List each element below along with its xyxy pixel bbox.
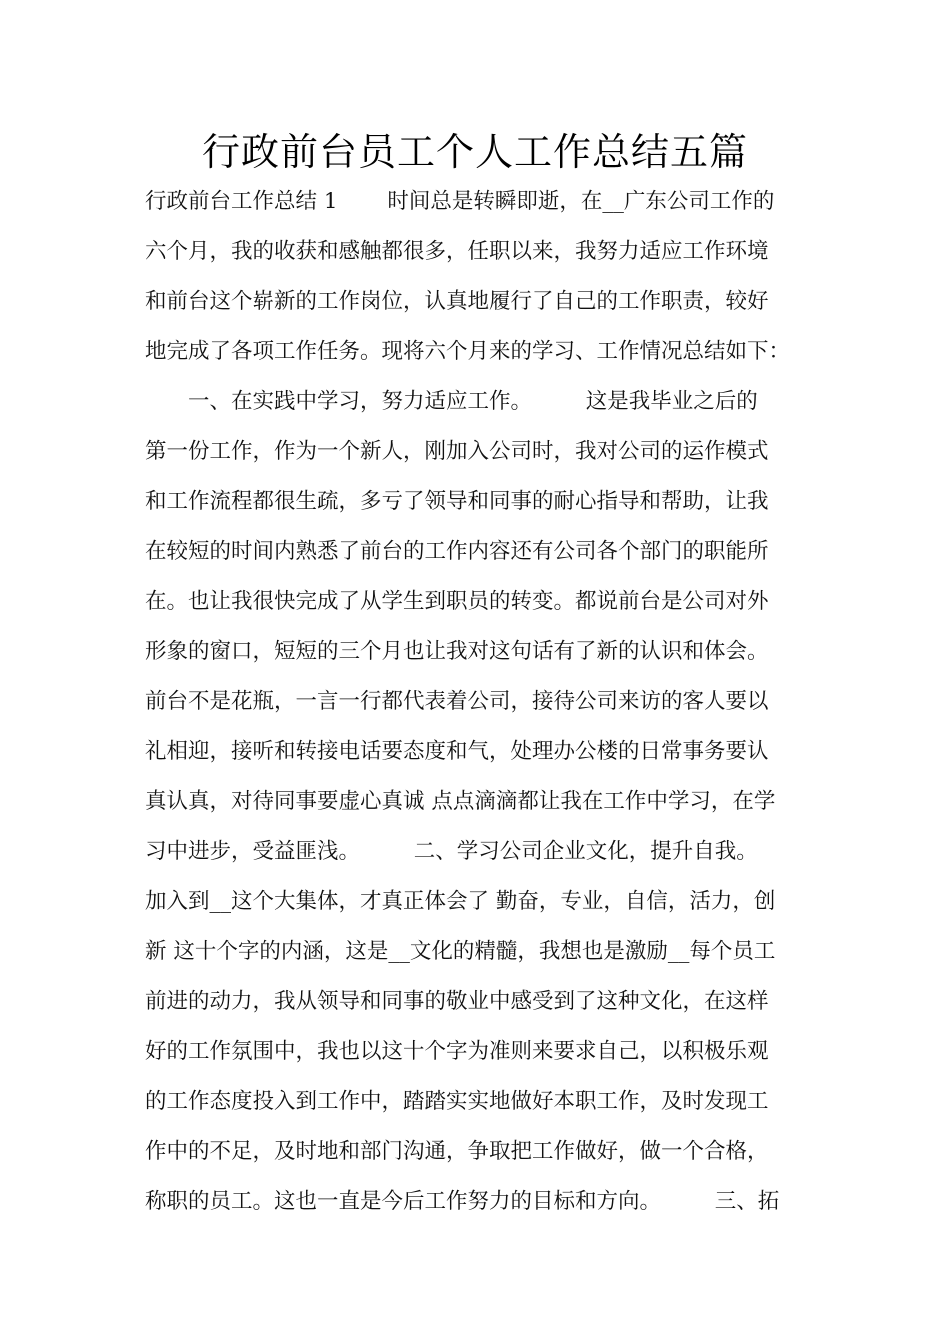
body-line: 形象的窗口，短短的三个月也让我对这句话有了新的认识和体会。 [145,639,769,664]
body-line: 和前台这个崭新的工作岗位，认真地履行了自己的工作职责，较好 [145,289,769,314]
body-line: 习中进步，受益匪浅。 二、学习公司企业文化，提升自我。 [145,839,758,864]
body-line: 称职的员工。这也一直是今后工作努力的目标和方向。 三、拓 [145,1189,780,1214]
body-line: 一、在实践中学习，努力适应工作。 这是我毕业之后的 [145,389,758,414]
body-line: 前进的动力，我从领导和同事的敬业中感受到了这种文化，在这样 [145,989,769,1014]
body-line: 地完成了各项工作任务。现将六个月来的学习、工作情况总结如下： [145,339,791,364]
body-line: 六个月，我的收获和感触都很多，任职以来，我努力适应工作环境 [145,239,769,264]
body-line: 加入到__这个大集体，才真正体会了 勤奋，专业，自信，活力，创 [145,889,776,914]
body-line: 在。也让我很快完成了从学生到职员的转变。都说前台是公司对外 [145,589,769,614]
document-title: 行政前台员工个人工作总结五篇 [201,130,748,174]
body-line: 在较短的时间内熟悉了前台的工作内容还有公司各个部门的职能所 [145,539,769,564]
body-line: 好的工作氛围中，我也以这十个字为准则来要求自己，以积极乐观 [145,1039,769,1064]
body-line: 真认真，对待同事要虚心真诚 点点滴滴都让我在工作中学习，在学 [145,789,776,814]
body-line: 新 这十个字的内涵，这是__文化的精髓，我想也是激励__每个员工 [145,939,776,964]
body-line: 作中的不足，及时地和部门沟通，争取把工作做好，做一个合格， [145,1139,769,1164]
body-line: 行政前台工作总结 1 时间总是转瞬即逝，在__广东公司工作的 [145,189,775,214]
body-line: 和工作流程都很生疏，多亏了领导和同事的耐心指导和帮助，让我 [145,489,769,514]
body-line: 第一份工作，作为一个新人，刚加入公司时，我对公司的运作模式 [145,439,769,464]
body-line: 的工作态度投入到工作中，踏踏实实地做好本职工作，及时发现工 [145,1089,769,1114]
body-line: 礼相迎，接听和转接电话要态度和气，处理办公楼的日常事务要认 [145,739,769,764]
body-line: 前台不是花瓶，一言一行都代表着公司，接待公司来访的客人要以 [145,689,769,714]
document-body [145,180,810,1230]
